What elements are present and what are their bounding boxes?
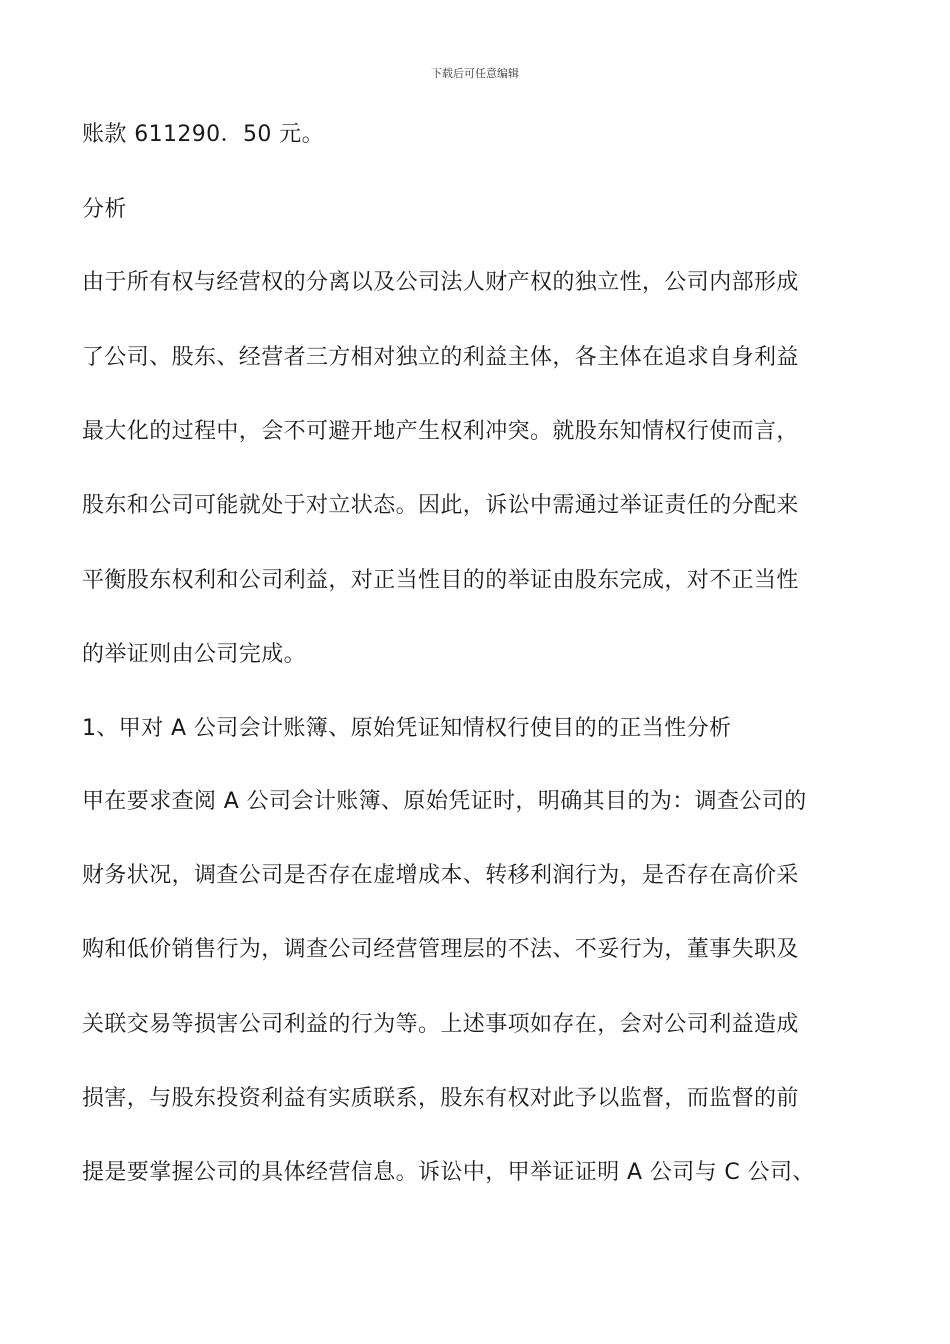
text-line: 购和低价销售行为，调查公司经营管理层的不法、不妥行为，董事失职及: [82, 937, 799, 962]
text-line: 甲在要求查阅 A 公司会计账簿、原始凭证时，明确其目的为：调查公司的: [82, 789, 807, 814]
text-line: 的举证则由公司完成。: [82, 642, 307, 667]
text-line: 财务状况，调查公司是否存在虚增成本、转移利润行为，是否存在高价采: [82, 863, 799, 888]
page-header: 下载后可任意编辑: [431, 67, 519, 80]
text-line: 了公司、股东、经营者三方相对独立的利益主体，各主体在追求自身利益: [82, 345, 799, 370]
section-heading: 分析: [82, 197, 127, 222]
text-line: 最大化的过程中，会不可避开地产生权利冲突。就股东知情权行使而言，: [82, 419, 799, 444]
text-line: 关联交易等损害公司利益的行为等。上述事项如存在，会对公司利益造成: [82, 1012, 799, 1037]
text-line: 由于所有权与经营权的分离以及公司法人财产权的独立性，公司内部形成: [82, 270, 799, 295]
subsection-heading: 1、甲对 A 公司会计账簿、原始凭证知情权行使目的的正当性分析: [82, 716, 732, 741]
text-line: 平衡股东权利和公司利益，对正当性目的的举证由股东完成，对不正当性: [82, 568, 799, 593]
text-line: 账款 611290．50 元。: [82, 122, 324, 147]
text-line: 股东和公司可能就处于对立状态。因此，诉讼中需通过举证责任的分配来: [82, 493, 799, 518]
text-line: 损害，与股东投资利益有实质联系，股东有权对此予以监督，而监督的前: [82, 1086, 799, 1111]
text-line: 提是要掌握公司的具体经营信息。诉讼中，甲举证证明 A 公司与 C 公司、: [82, 1160, 815, 1185]
